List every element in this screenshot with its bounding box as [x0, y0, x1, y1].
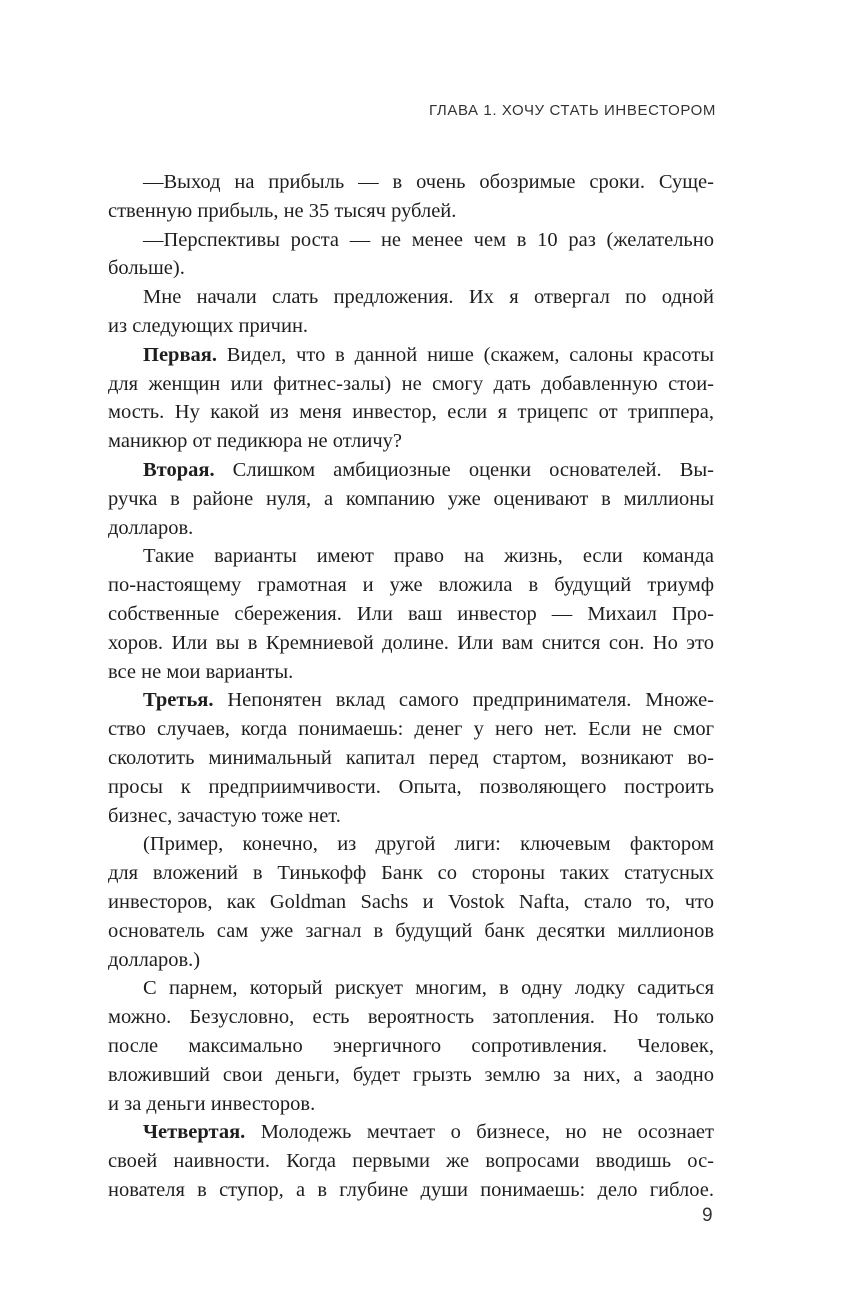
text-line: С парнем, который рискует многим, в одну лодку садиться [143, 977, 714, 1000]
text-line: можно. Безусловно, есть вероятность затопления. Но только [108, 1006, 714, 1029]
lead-in: Вторая. [143, 458, 215, 481]
lead-in: Первая. [143, 343, 217, 366]
text-line: вложивший свои деньги, будет грызть землю за них, а заодно [108, 1063, 714, 1086]
paragraph [108, 830, 714, 974]
paragraph [108, 1118, 714, 1204]
running-head: ГЛАВА 1. ХОЧУ СТАТЬ ИНВЕСТОРОМ [429, 102, 716, 119]
paragraph [108, 341, 714, 456]
page-number: 9 [702, 1205, 713, 1226]
text-line: Такие варианты имеют право на жизнь, если команда [143, 545, 714, 568]
body-text [108, 168, 714, 1205]
text-line: Третья. Непонятен вклад самого предпринимателя. Множе- [143, 689, 714, 712]
text-line: долларов.) [108, 948, 201, 971]
text-line: и за деньги инвесторов. [108, 1092, 316, 1115]
text-line: по-настоящему грамотная и уже вложила в будущий триумф [108, 574, 714, 597]
text-line: просы к предприимчивости. Опыта, позволяющего построить [108, 775, 714, 798]
paragraph [108, 686, 714, 830]
text-line: нователя в ступор, а в глубине души понимаешь: дело гиблое. [108, 1178, 714, 1201]
text-line: мость. Ну какой из меня инвестор, если я трицепс от триппера, [108, 401, 714, 424]
text-line: Вторая. Слишком амбициозные оценки основателей. Вы- [143, 458, 714, 481]
text-line: все не мои варианты. [108, 660, 294, 683]
text-line: больше). [108, 257, 185, 280]
text-line: маникюр от педикюра не отличу? [108, 430, 403, 453]
text-line: долларов. [108, 516, 194, 539]
text-line: Четвертая. Молодежь мечтает о бизнесе, но не осознает [143, 1121, 714, 1144]
paragraph [108, 542, 714, 686]
text-line: (Пример, конечно, из другой лиги: ключевым фактором [143, 833, 714, 856]
paragraph [108, 974, 714, 1118]
text-line: основатель сам уже загнал в будущий банк десятки миллионов [108, 919, 714, 942]
paragraph [108, 283, 714, 341]
text-line: Мне начали слать предложения. Их я отвергал по одной [143, 286, 714, 309]
lead-in: Третья. [143, 689, 214, 712]
text-line: бизнес, зачастую тоже нет. [108, 804, 341, 827]
text-line: инвесторов, как Goldman Sachs и Vostok Nafta, стало то, что [108, 890, 714, 913]
text-line: ство случаев, когда понимаешь: денег у него нет. Если не смог [108, 718, 714, 741]
paragraph [108, 456, 714, 542]
paragraph [108, 168, 714, 226]
text-line: после максимально энергичного сопротивления. Человек, [108, 1034, 714, 1057]
text-line: собственные сбережения. Или ваш инвестор — Михаил Про- [108, 602, 714, 625]
text-line: для вложений в Тинькофф Банк со стороны таких статусных [108, 862, 714, 885]
text-line: Первая. Видел, что в данной нише (скажем, салоны красоты [143, 343, 714, 366]
text-line: ственную прибыль, не 35 тысяч рублей. [108, 199, 457, 222]
lead-in: Четвертая. [143, 1121, 246, 1144]
text-line: для женщин или фитнес-залы) не смогу дать добавленную стои- [108, 372, 714, 395]
text-line: сколотить минимальный капитал перед стартом, возникают во- [108, 746, 714, 769]
text-line: хоров. Или вы в Кремниевой долине. Или вам снится сон. Но это [108, 631, 714, 654]
paragraph [108, 226, 714, 284]
text-line: из следующих причин. [108, 314, 309, 337]
text-line: своей наивности. Когда первыми же вопросами вводишь ос- [108, 1150, 714, 1173]
text-line: ручка в районе нуля, а компанию уже оценивают в миллионы [108, 487, 714, 510]
text-line: —Перспективы роста — не менее чем в 10 раз (желательно [143, 228, 714, 251]
text-line: —Выход на прибыль — в очень обозримые сроки. Суще- [143, 171, 714, 193]
